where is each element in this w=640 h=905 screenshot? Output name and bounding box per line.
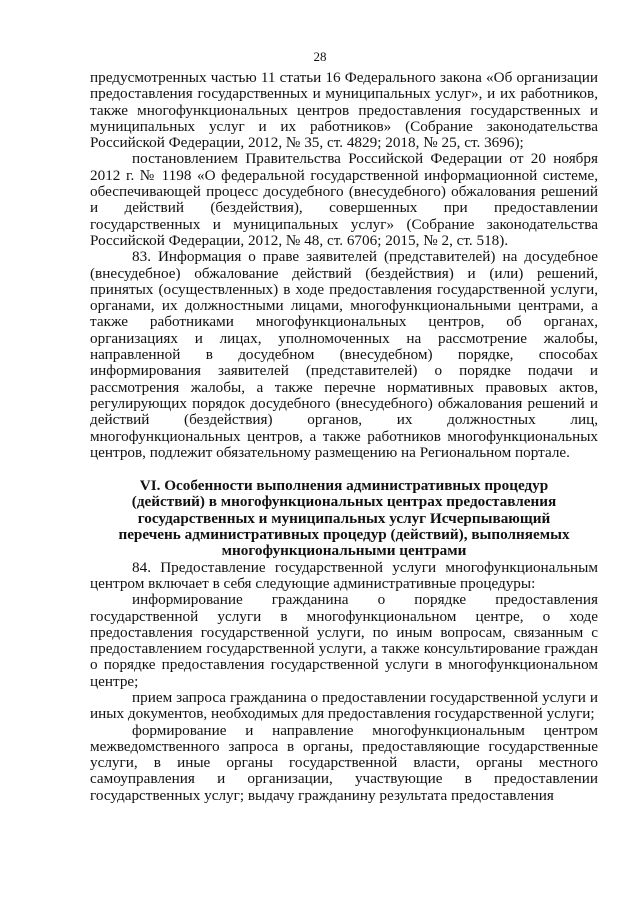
page-number: 28 [313, 49, 327, 64]
paragraph: информирование гражданина о порядке предоставления государственной услуги в многофункциональном центре, о ходе предоставления государственной услуги, по иным вопросам, связанным с предоставлением государственной услуги, а также консультирование граждан о порядке предоставления государственной услуги в многофункциональном центре; [90, 591, 598, 690]
paragraph: формирование и направление многофункциональным центром межведомственного запроса в органы, предоставляющие государственные услуги, в иные органы государственной власти, органы местного самоуправления и организации, участвующие в предоставлении государственных услуг; выдачу гражданину результата предоставления [90, 721, 598, 804]
paragraph: предусмотренных частью 11 статьи 16 Федерального закона «Об организации предоставления государственных и муниципальных услуг», и их работников, также многофункциональных центров предоставления государственных и муниципальных услуг и их работников» (Собрание законодательства Российской Федерации, 2012, № 35, ст. 4829; 2018, № 25, ст. 3696); [90, 69, 598, 152]
paragraph: прием запроса гражданина о предоставлении государственной услуги и иных документов, необходимых для предоставления государственной услуги; [90, 688, 598, 723]
paragraph: постановлением Правительства Российской Федерации от 20 ноября 2012 г. № 1198 «О федеральной государственной информационной системе, обеспечивающей процесс досудебного (внесудебного) обжалования решений и действий (бездействия), совершенных при предоставлении государственных и муниципальных услуг» (Собрание законодательства Российской Федерации, 2012, № 48, ст. 6706; 2015, № 2, ст. 518). [90, 150, 598, 249]
section-heading: VI. Особенности выполнения административных процедур (действий) в многофункциональных центрах предоставления государственных и муниципальных услуг Исчерпывающий перечень административных процедур (действий), выполняемых многофункциональными центрами [118, 477, 570, 560]
paragraph: 83. Информация о праве заявителей (представителей) на досудебное (внесудебное) обжалование действий (бездействия) и (или) решений, принятых (осуществленных) в ходе предоставления государственной услуги, органами, их должностными лицами, многофункциональными центрами, а также работниками многофункциональных центров, об органах, организациях и лицах, уполномоченных на рассмотрение жалобы, направленной в досудебном (внесудебном) порядке, способах информирования заявителей (представителей) о порядке подачи и рассмотрения жалобы, а также перечне нормативных правовых актов, регулирующих порядок досудебного (внесудебного) обжалования решений и действий (бездействия) органов, их должностных лиц, многофункциональных центров, а также работников многофункциональных центров, подлежит обязательному размещению на Региональном портале. [90, 248, 598, 461]
document-body [90, 70, 598, 804]
text-block-before-heading [90, 70, 598, 461]
text-block-after-heading [90, 560, 598, 804]
paragraph: 84. Предоставление государственной услуги многофункциональным центром включает в себя следующие административные процедуры: [90, 558, 598, 592]
